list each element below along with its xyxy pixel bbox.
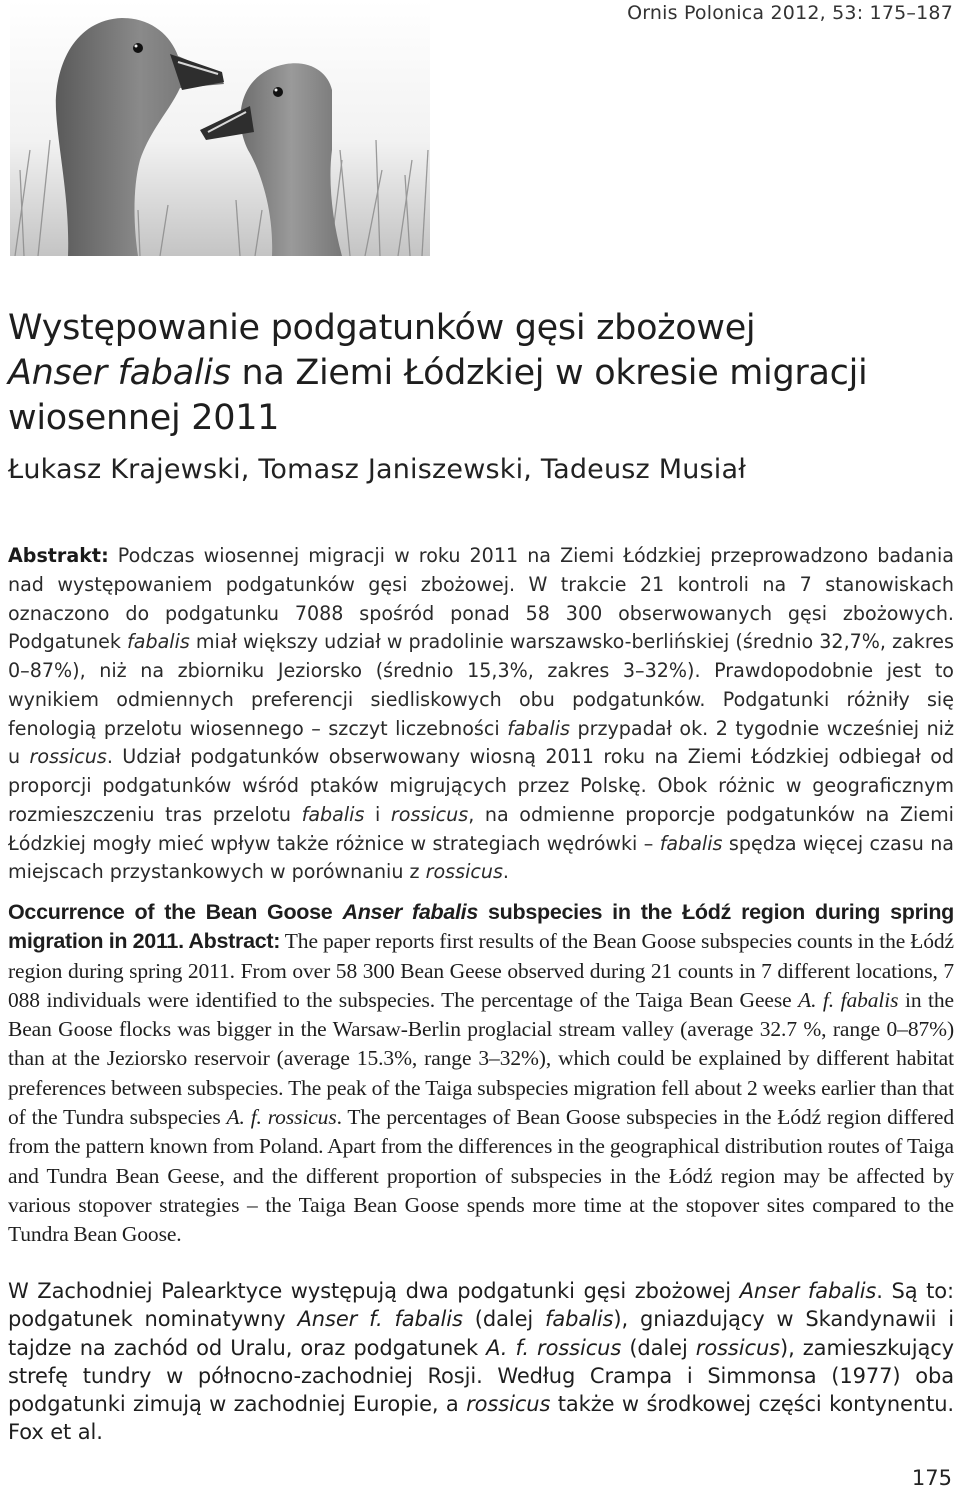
abstract-pl-text: spędza więcej czasu na miejscach przystankowych w porównaniu z (8, 831, 954, 884)
abstract-en-text: . The percentages of Bean Goose subspecies in the Łódź region differed from the pattern known from Poland. Apart from the differences in the geographical distribution routes of Taiga and Tundra Bean Geese, and the different proportion of subspecies in the Łódź region may be affected by various stopover strategies – the Taiga Bean Goose spends more time at the stopover sites compared to the Tundra Bean Goose. (8, 1105, 954, 1247)
authors: Łukasz Krajewski, Tomasz Janiszewski, Tadeusz Musiał (8, 454, 747, 485)
page-number: 175 (911, 1466, 952, 1490)
body-italic: Anser fabalis (739, 1279, 877, 1303)
article-title (8, 306, 948, 441)
body-text: . Są to: podgatunek nominatywny (8, 1279, 954, 1332)
title-scientific-name: Anser fabalis (8, 353, 231, 393)
title-line-1: Występowanie podgatunków gęsi zbożowej (8, 308, 756, 348)
abstract-pl-text: . Udział podgatunków obserwowany wiosną 2011 roku na Ziemi Łódzkiej odbiegał od proporcji podgatunków wśród ptaków migrujących przez Polskę. Obok różnic w geograficznym rozmieszczeniu tras przelotu (8, 745, 955, 826)
abstract-pl-italic: fabalis (301, 802, 365, 826)
body-paragraph (8, 1277, 954, 1447)
abstract-pl-italic: fabalis (659, 831, 723, 855)
abstract-polish (8, 542, 954, 887)
abstract-pl-italic: fabalis (127, 630, 190, 654)
abstract-english (8, 898, 954, 1250)
abstract-en-italic: A. f. rossicus (226, 1105, 337, 1130)
abstract-en-label: Abstract: (183, 929, 281, 954)
abstract-en-italic: A. f. fabalis (798, 987, 899, 1012)
body-italic: A. f. rossicus (486, 1335, 622, 1360)
body-italic: rossicus (695, 1335, 780, 1360)
abstract-pl-text: Podczas wiosennej migracji w roku 2011 na Ziemi Łódzkiej przeprowadzono badania nad występowaniem podgatunków gęsi zbożowej. W trakcie 21 kontroli na 7 stanowiskach oznaczono do podgatunku 7088 spośród ponad 58 300 obserwowanych gęsi zbożowych. Podgatunek (8, 544, 954, 654)
abstract-pl-label: Abstrakt: (8, 544, 109, 567)
body-text: także w środkowej części kontynentu. Fox et al. (8, 1392, 954, 1445)
body-text: ), gniazdujący w Skandynawii i tajdze na zachód od Uralu, oraz podgatunek (8, 1307, 955, 1360)
abstract-en-text: The paper reports first results of the Bean Goose subspecies counts in the Łódź region during spring 2011. From over 58 300 Bean Geese observed during 21 counts in 7 different locations, 7 088 individuals were identified to the subspecies. The percentage of the Taiga Bean Geese (8, 929, 954, 1012)
two-bean-geese-heads-illustration (10, 0, 430, 256)
abstract-pl-text: . (502, 860, 509, 884)
journal-reference: Ornis Polonica 2012, 53: 175–187 (627, 2, 953, 24)
body-italic: Anser f. fabalis (297, 1307, 463, 1332)
body-text: W Zachodniej Palearktyce występują dwa podgatunki gęsi zbożowej (8, 1279, 740, 1303)
english-title-part: subspecies in the Łódź region during spring migration in 2011. (8, 900, 954, 954)
body-italic: rossicus (466, 1392, 551, 1417)
abstract-pl-italic: rossicus (425, 860, 503, 884)
body-text: ), zamieszkujący strefę tundry w północno-zachodniej Rosji. Według Crampa i Simmonsa (1977) oba podgatunki zimują w zachodniej Europie, a (8, 1335, 955, 1417)
abstract-pl-italic: fabalis (507, 716, 570, 740)
geese-illustration (10, 0, 430, 256)
english-title-part: Occurrence of the Bean Goose (8, 900, 343, 924)
title-line-2: na Ziemi Łódzkiej w okresie migracji (230, 353, 868, 393)
abstract-pl-text: miał większy udział w pradolinie warszawsko-berlińskiej (średnio 32,7%, zakres 0–87%), niż na zbiorniku Jeziorsko (średnio 15,3%, zakres 3–32%). Prawdopodobnie jest to wynikiem odmiennych preferencji siedliskowych obu podgatunków. Podgatunki różniły się fenologią przelotu wiosennego – szczyt liczebności (8, 630, 954, 740)
abstract-pl-text: przypadał ok. 2 tygodnie wcześniej niż u (8, 716, 954, 769)
body-text: (dalej (621, 1335, 696, 1360)
abstract-pl-italic: rossicus (390, 802, 469, 826)
body-italic: fabalis (545, 1307, 614, 1332)
english-title-scientific-name: Anser fabalis (342, 900, 478, 924)
abstract-pl-italic: rossicus (29, 745, 107, 769)
abstract-pl-text: , na odmienne proporcje podgatunków na Ziemi Łódzkiej mogły mieć wpływ także różnice w strategiach wędrówki – (8, 802, 954, 855)
abstract-pl-text: i (364, 802, 391, 826)
body-text: (dalej (462, 1307, 546, 1332)
abstract-en-text: in the Bean Goose flocks was bigger in the Warsaw-Berlin proglacial stream valley (average 32.7 %, range 0–87%) than at the Jeziorsko reservoir (average 15.3%, range 3–32%), which could be explained by different habitat preferences between subspecies. The peak of the Taiga subspecies migration fell about 2 weeks earlier than that of the Tundra subspecies (8, 987, 954, 1130)
title-line-3: wiosennej 2011 (8, 398, 280, 438)
